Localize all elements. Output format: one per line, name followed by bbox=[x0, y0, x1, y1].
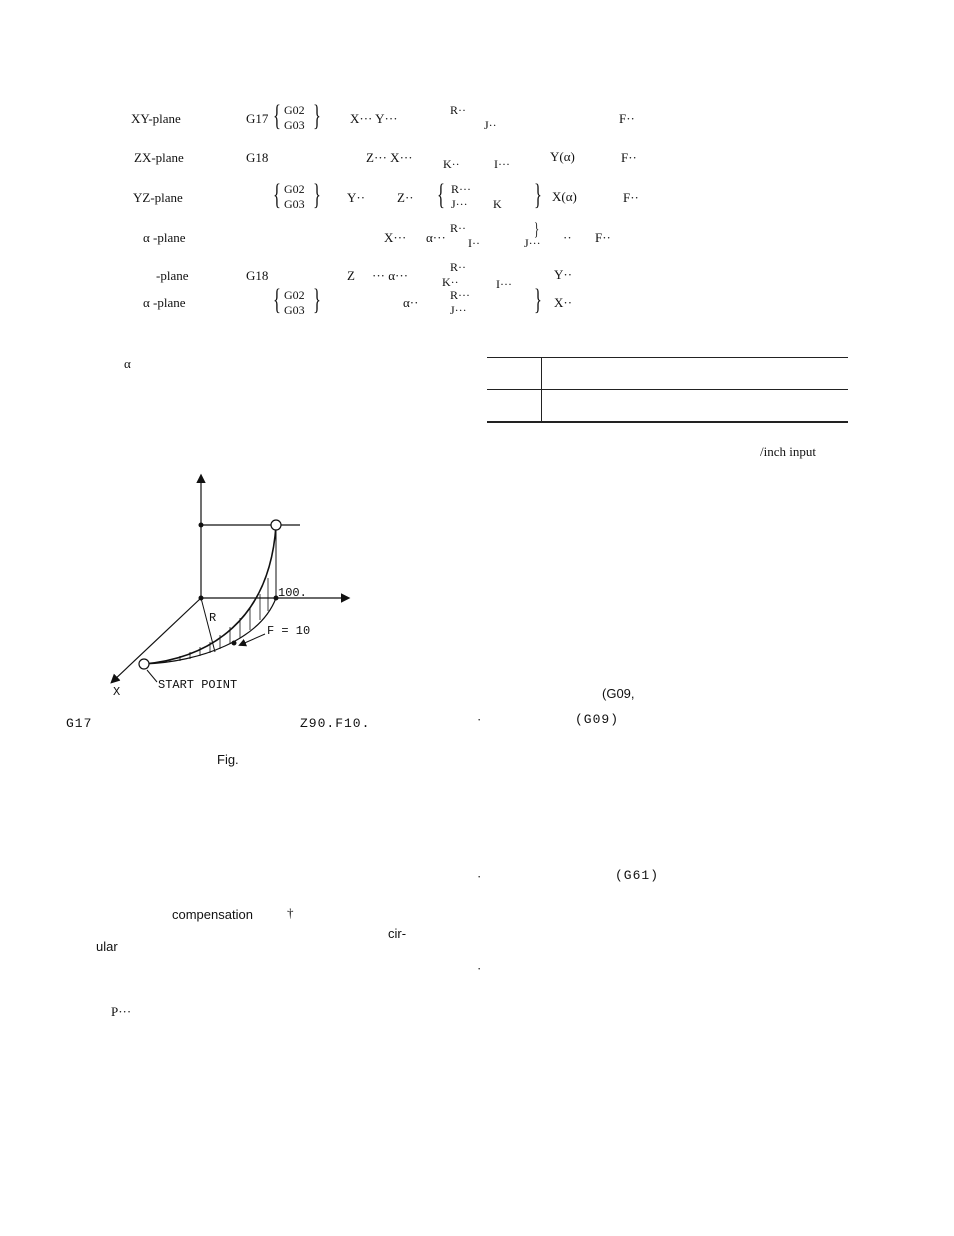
ular-text: ular bbox=[96, 939, 118, 954]
right-brace: } bbox=[534, 219, 540, 239]
yz-plane-label: YZ-plane bbox=[133, 190, 183, 205]
inch-input-text: /inch input bbox=[760, 444, 816, 459]
right-brace: } bbox=[313, 99, 321, 132]
i-word: I·· bbox=[468, 236, 480, 250]
right-brace: } bbox=[534, 178, 542, 211]
g02-code: G02 bbox=[284, 288, 305, 302]
feed-word: F·· bbox=[619, 111, 635, 126]
zx-axes-words: Z··· X··· bbox=[366, 150, 413, 165]
left-brace: { bbox=[273, 99, 281, 132]
g18-code: G18 bbox=[246, 150, 269, 165]
dagger-mark: † bbox=[287, 905, 294, 920]
p-word: P··· bbox=[111, 1004, 132, 1019]
g09-text: (G09, bbox=[602, 686, 635, 701]
z-word: Z bbox=[347, 268, 355, 283]
y-word: Y·· bbox=[347, 190, 366, 205]
k-word: K·· bbox=[443, 157, 460, 171]
feed-word: F·· bbox=[595, 230, 611, 245]
k-word: K bbox=[493, 197, 502, 211]
g02-code: G02 bbox=[284, 182, 305, 196]
continuation-dots: ·· bbox=[563, 230, 572, 245]
zx-plane-label: ZX-plane bbox=[134, 150, 184, 165]
k-word: K·· bbox=[442, 275, 459, 289]
point-marker bbox=[199, 523, 204, 528]
point-marker bbox=[232, 641, 237, 646]
g03-code: G03 bbox=[284, 118, 305, 132]
label-start-point: START POINT bbox=[158, 678, 238, 692]
alpha-word: α··· bbox=[426, 230, 446, 245]
i-word: I··· bbox=[496, 277, 512, 291]
j-word: J·· bbox=[484, 118, 497, 132]
label-x: X bbox=[113, 685, 121, 699]
origin-point bbox=[199, 596, 204, 601]
r-word: R·· bbox=[450, 103, 466, 117]
i-word: I··· bbox=[494, 157, 510, 171]
j-word: J··· bbox=[451, 197, 468, 211]
radius-line bbox=[201, 598, 215, 652]
cir-text: cir- bbox=[388, 926, 407, 941]
g61-code: (G61) bbox=[615, 868, 660, 883]
r-word: R··· bbox=[451, 182, 471, 196]
g02-code: G02 bbox=[284, 103, 305, 117]
table-column-divider bbox=[541, 357, 542, 422]
feed-word: F·· bbox=[623, 190, 639, 205]
label-100: 100. bbox=[278, 586, 307, 600]
z90-command: Z90.F10. bbox=[300, 716, 371, 731]
alpha-plane-label: α -plane bbox=[143, 295, 186, 310]
j-word: J··· bbox=[450, 303, 467, 317]
y-alpha-word: Y(α) bbox=[550, 149, 575, 164]
start-point-leader bbox=[147, 670, 157, 682]
compensation-text: compensation bbox=[172, 907, 253, 922]
r-word: R··· bbox=[450, 288, 470, 302]
bullet: · bbox=[477, 869, 482, 884]
xy-axes-words: X··· Y··· bbox=[350, 111, 398, 126]
j-word: J··· bbox=[524, 236, 541, 250]
r-word: R·· bbox=[450, 260, 466, 274]
r-word: R·· bbox=[450, 221, 466, 235]
alpha-word: α·· bbox=[403, 295, 419, 310]
right-brace: } bbox=[534, 283, 542, 316]
plane-label: -plane bbox=[156, 268, 189, 283]
x-word: X·· bbox=[554, 295, 573, 310]
g17-code: G17 bbox=[246, 111, 269, 126]
g18-code: G18 bbox=[246, 268, 269, 283]
right-brace: } bbox=[313, 178, 321, 211]
alpha-word: ··· α··· bbox=[372, 268, 409, 283]
start-point bbox=[139, 659, 149, 669]
circular-interpolation-figure bbox=[100, 470, 360, 700]
label-r: R bbox=[209, 611, 217, 625]
end-point bbox=[271, 520, 281, 530]
x-axis bbox=[112, 598, 201, 682]
alpha-plane-label: α -plane bbox=[143, 230, 186, 245]
label-feed: F = 10 bbox=[267, 624, 311, 638]
g09-code: (G09) bbox=[575, 712, 620, 727]
xy-plane-label: XY-plane bbox=[131, 111, 181, 126]
x-alpha-word: X(α) bbox=[552, 189, 577, 204]
left-brace: { bbox=[273, 178, 281, 211]
left-brace: { bbox=[273, 283, 281, 316]
y-word: Y·· bbox=[554, 267, 573, 282]
figure-caption: Fig. bbox=[217, 752, 239, 767]
bullet: · bbox=[477, 712, 482, 727]
z-word: Z·· bbox=[397, 190, 414, 205]
g03-code: G03 bbox=[284, 197, 305, 211]
left-brace: { bbox=[437, 178, 445, 211]
feed-word: F·· bbox=[621, 150, 637, 165]
alpha-symbol: α bbox=[124, 356, 131, 371]
bullet: · bbox=[477, 961, 482, 976]
x-word: X··· bbox=[384, 230, 407, 245]
right-brace: } bbox=[313, 283, 321, 316]
g17-command: G17 bbox=[66, 716, 93, 731]
g03-code: G03 bbox=[284, 303, 305, 317]
